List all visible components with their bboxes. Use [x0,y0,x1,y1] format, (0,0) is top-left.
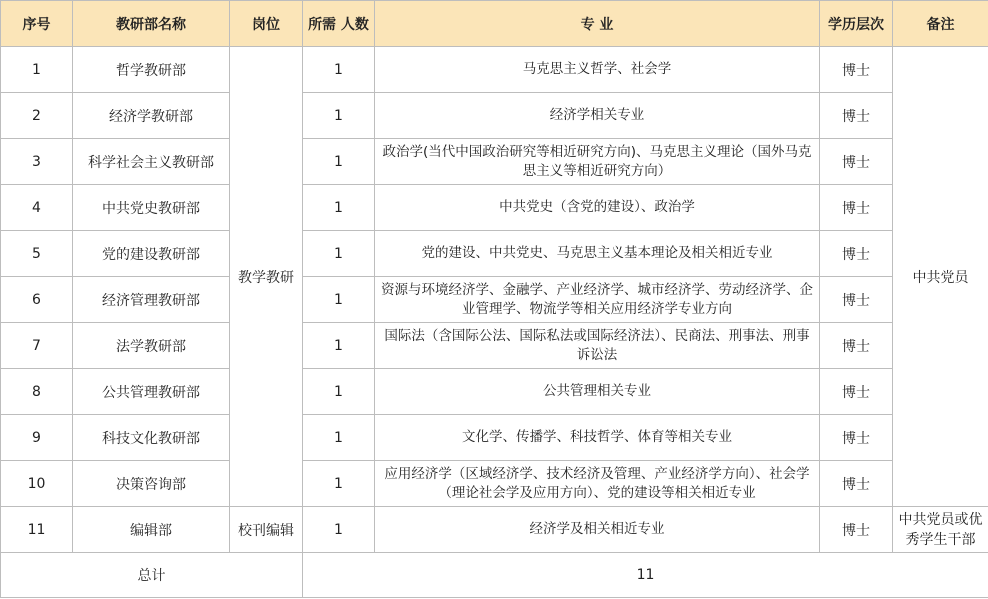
cell-count: 1 [303,461,375,507]
cell-dept: 决策咨询部 [73,461,230,507]
cell-degree: 博士 [820,323,893,369]
cell-count: 1 [303,93,375,139]
cell-dept: 科技文化教研部 [73,415,230,461]
header-index: 序号 [1,1,73,47]
table-row [1,139,988,185]
cell-degree: 博士 [820,277,893,323]
cell-major: 马克思主义哲学、社会学 [375,47,820,93]
cell-count: 1 [303,415,375,461]
table-row [1,507,988,553]
cell-dept: 法学教研部 [73,323,230,369]
table-row [1,93,988,139]
cell-index: 4 [1,185,73,231]
cell-count: 1 [303,185,375,231]
cell-index: 6 [1,277,73,323]
cell-index: 3 [1,139,73,185]
cell-degree: 博士 [820,93,893,139]
cell-count: 1 [303,139,375,185]
header-post: 岗位 [230,1,303,47]
header-major: 专 业 [375,1,820,47]
table-row [1,47,988,93]
cell-count: 1 [303,507,375,553]
cell-dept: 中共党史教研部 [73,185,230,231]
cell-count: 1 [303,323,375,369]
table-row [1,461,988,507]
header-degree: 学历层次 [820,1,893,47]
header-dept: 教研部名称 [73,1,230,47]
cell-degree: 博士 [820,139,893,185]
table-row [1,369,988,415]
cell-count: 1 [303,277,375,323]
total-value: 11 [303,553,988,598]
cell-remark: 中共党员或优秀学生干部 [893,507,988,553]
header-row [1,1,988,47]
cell-index: 10 [1,461,73,507]
cell-index: 5 [1,231,73,277]
total-row [1,553,988,598]
cell-index: 1 [1,47,73,93]
cell-degree: 博士 [820,47,893,93]
cell-dept: 公共管理教研部 [73,369,230,415]
cell-degree: 博士 [820,369,893,415]
cell-major: 资源与环境经济学、金融学、产业经济学、城市经济学、劳动经济学、企业管理学、物流学等相关应用经济学专业方向 [375,277,820,323]
cell-dept: 党的建设教研部 [73,231,230,277]
cell-dept: 哲学教研部 [73,47,230,93]
table-row [1,185,988,231]
cell-index: 11 [1,507,73,553]
cell-post: 校刊编辑 [230,507,303,553]
cell-index: 9 [1,415,73,461]
cell-remark-group: 中共党员 [893,47,988,507]
cell-major: 应用经济学（区域经济学、技术经济及管理、产业经济学方向）、社会学（理论社会学及应用方向）、党的建设等相关相近专业 [375,461,820,507]
cell-degree: 博士 [820,231,893,277]
table-row [1,415,988,461]
cell-dept: 科学社会主义教研部 [73,139,230,185]
table-row [1,277,988,323]
cell-major: 经济学相关专业 [375,93,820,139]
table-row [1,231,988,277]
cell-post-group: 教学教研 [230,47,303,507]
cell-major: 政治学(当代中国政治研究等相近研究方向)、马克思主义理论（国外马克思主义等相近研究方向） [375,139,820,185]
cell-index: 2 [1,93,73,139]
table-row [1,323,988,369]
cell-major: 中共党史（含党的建设）、政治学 [375,185,820,231]
cell-dept: 编辑部 [73,507,230,553]
cell-major: 国际法（含国际公法、国际私法或国际经济法）、民商法、刑事法、刑事诉讼法 [375,323,820,369]
cell-major: 公共管理相关专业 [375,369,820,415]
cell-major: 党的建设、中共党史、马克思主义基本理论及相关相近专业 [375,231,820,277]
cell-count: 1 [303,47,375,93]
header-remark: 备注 [893,1,988,47]
cell-major: 经济学及相关相近专业 [375,507,820,553]
cell-count: 1 [303,369,375,415]
cell-degree: 博士 [820,185,893,231]
header-count: 所需 人数 [303,1,375,47]
cell-degree: 博士 [820,415,893,461]
cell-count: 1 [303,231,375,277]
cell-dept: 经济学教研部 [73,93,230,139]
cell-index: 7 [1,323,73,369]
cell-index: 8 [1,369,73,415]
cell-major: 文化学、传播学、科技哲学、体育等相关专业 [375,415,820,461]
total-label: 总计 [1,553,303,598]
cell-degree: 博士 [820,507,893,553]
cell-degree: 博士 [820,461,893,507]
cell-dept: 经济管理教研部 [73,277,230,323]
